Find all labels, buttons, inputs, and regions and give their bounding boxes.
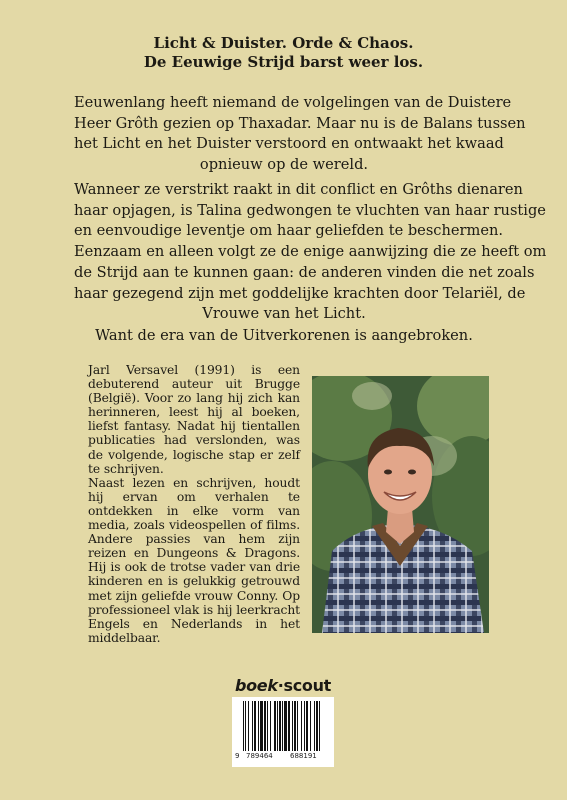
isbn-group-1: 789464 xyxy=(246,752,273,760)
tagline xyxy=(0,34,567,72)
blurb-line: Wanneer ze verstrikt raakt in dit conflict en Grôths dienaren xyxy=(74,181,523,198)
logo-part-2: scout xyxy=(283,676,332,695)
blurb-line: Vrouwe van het Licht. xyxy=(202,305,366,323)
isbn-first-digit: 9 xyxy=(235,752,240,760)
blurb-line: het Licht en het Duister verstoord en ontwaakt het kwaad xyxy=(74,135,504,153)
tagline-line-2: De Eeuwige Strijd barst weer los. xyxy=(143,53,424,71)
blurb-line: Eeuwenlang heeft niemand de volgelingen van de Duistere xyxy=(74,94,512,111)
author-bio-paragraph-1: Jarl Versavel (1991) is een debuterend auteur uit Brugge (België). Voor zo lang hij zich kan herinneren, leest hij al boeken, liefst fantasy. Nadat hij tientallen publicaties had verslonden, was de volgende, logische stap er zelf te schrijven. xyxy=(88,363,300,476)
publisher-logo xyxy=(231,676,335,695)
logo-part-1: boek xyxy=(234,676,278,695)
logo-dot: · xyxy=(277,676,284,695)
blurb-line: Heer Grôth gezien op Thaxadar. Maar nu is de Balans tussen xyxy=(74,114,526,132)
blurb-paragraph-1 xyxy=(74,93,526,176)
blurb-line: Eenzaam en alleen volgt ze de enige aanwijzing die ze heeft om xyxy=(74,243,547,261)
blurb-line: en eenvoudige leventje om haar geliefden te beschermen. xyxy=(74,222,504,240)
author-bio xyxy=(88,363,300,645)
blurb-line: Want de era van de Uitverkorenen is aangebroken. xyxy=(95,327,473,344)
isbn-barcode xyxy=(232,697,334,767)
blurb-line: haar gezegend zijn met goddelijke krachten door Telariël, de xyxy=(74,284,526,302)
blurb-paragraph-3 xyxy=(74,326,494,347)
blurb-line: haar opjagen, is Talina gedwongen te vluchten van haar rustige xyxy=(74,201,546,219)
blurb-paragraph-2 xyxy=(74,180,547,325)
tagline-line-1: Licht & Duister. Orde & Chaos. xyxy=(153,34,414,52)
isbn-digits xyxy=(232,752,334,764)
blurb-line: opnieuw op de wereld. xyxy=(199,156,369,174)
blurb-line: de Strijd aan te kunnen gaan: de anderen vinden die net zoals xyxy=(74,263,535,281)
isbn-group-2: 688191 xyxy=(290,752,317,760)
barcode-bars xyxy=(232,697,334,755)
author-photo xyxy=(312,376,489,633)
author-bio-paragraph-2: Naast lezen en schrijven, houdt hij ervan om verhalen te ontdekken in elke vorm van media, zoals videospellen of films. Andere passies van hem zijn reizen en Dungeons & Dragons. Hij is ook de trotse vader van drie kinderen en is gelukkig getrouwd met zijn geliefde vrouw Conny. Op professioneel vlak is hij leerkracht Engels en Nederlands in het middelbaar. xyxy=(88,475,300,645)
